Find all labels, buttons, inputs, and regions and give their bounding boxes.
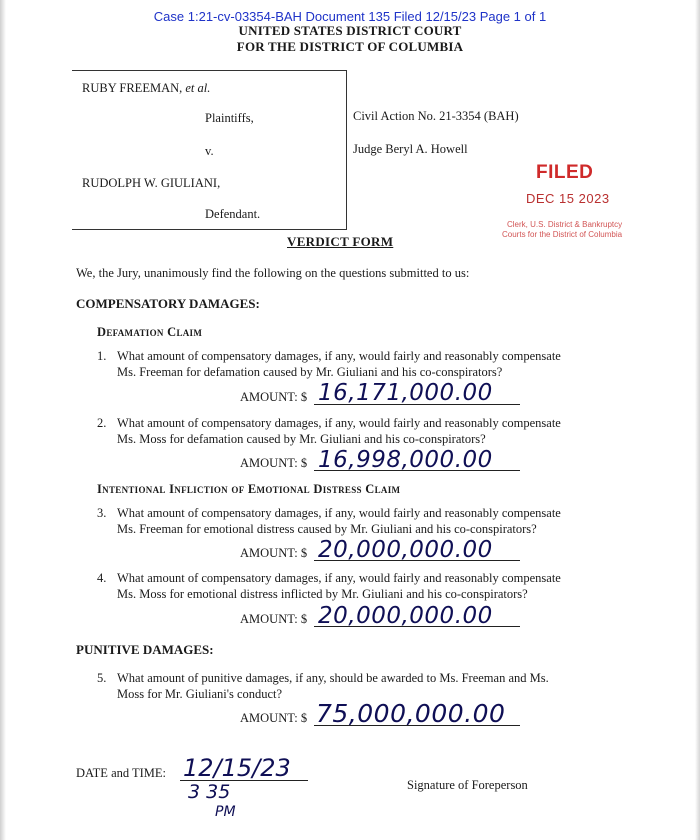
amount-label-5: AMOUNT: $: [240, 711, 308, 725]
question-3-line-1: What amount of compensatory damages, if any, would fairly and reasonably compensate: [117, 506, 561, 520]
defendant-label: Defendant.: [205, 207, 261, 221]
plaintiff-name: [82, 81, 210, 96]
form-title: VERDICT FORM: [287, 234, 394, 249]
question-4-number: 4.: [97, 571, 107, 585]
defendant-name: RUDOLPH W. GIULIANI,: [82, 176, 221, 190]
question-1-number: 1.: [97, 349, 107, 363]
court-name: UNITED STATES DISTRICT COURT: [238, 23, 462, 38]
signature-label: Signature of Foreperson: [407, 778, 528, 792]
question-2-number: 2.: [97, 416, 107, 430]
question-3-number: 3.: [97, 506, 107, 520]
defamation-heading: Defamation Claim: [97, 325, 203, 339]
question-4-line-1: What amount of compensatory damages, if any, would fairly and reasonably compensate: [117, 571, 561, 585]
jury-intro: We, the Jury, unanimously find the following on the questions submitted to us:: [76, 266, 470, 280]
filed-stamp-title: FILED: [536, 162, 594, 183]
time-handwritten: 3 35: [188, 781, 231, 803]
question-2-line-2: Ms. Moss for defamation caused by Mr. Giuliani and his co-conspirators?: [117, 432, 486, 446]
plaintiff-name-text: RUBY FREEMAN,: [82, 81, 183, 95]
filed-stamp-clerk-2: Courts for the District of Columbia: [502, 230, 623, 239]
filed-stamp-clerk-1: Clerk, U.S. District & Bankruptcy: [507, 220, 623, 229]
scan-edge-right: [695, 0, 700, 840]
compensatory-heading: COMPENSATORY DAMAGES:: [76, 296, 260, 311]
amount-label-3: AMOUNT: $: [240, 546, 308, 560]
amount-label-4: AMOUNT: $: [240, 612, 308, 626]
amount-value-2: 16,998,000.00: [318, 447, 493, 473]
time-handwritten-pm: PM: [215, 804, 236, 820]
amount-value-5: 75,000,000.00: [316, 699, 506, 728]
amount-label-2: AMOUNT: $: [240, 456, 308, 470]
judge-name: Judge Beryl A. Howell: [353, 142, 468, 156]
question-3-line-2: Ms. Freeman for emotional distress caused by Mr. Giuliani and his co-conspirators?: [117, 522, 537, 536]
question-5-line-1: What amount of punitive damages, if any, should be awarded to Ms. Freeman and Ms.: [117, 671, 549, 685]
plaintiffs-label: Plaintiffs,: [205, 111, 254, 125]
question-2-line-1: What amount of compensatory damages, if any, would fairly and reasonably compensate: [117, 416, 561, 430]
filed-stamp-date: DEC 15 2023: [526, 191, 610, 206]
amount-value-1: 16,171,000.00: [318, 380, 493, 406]
case-stamp: Case 1:21-cv-03354-BAH Document 135 Filed 12/15/23 Page 1 of 1: [153, 9, 547, 24]
question-5-line-2: Moss for Mr. Giuliani's conduct?: [117, 687, 283, 701]
plaintiff-etal: et al.: [185, 81, 211, 95]
punitive-heading: PUNITIVE DAMAGES:: [76, 642, 214, 657]
question-5-number: 5.: [97, 671, 107, 685]
amount-label-1: AMOUNT: $: [240, 390, 308, 404]
versus-label: v.: [205, 144, 214, 158]
date-time-label: DATE and TIME:: [76, 766, 167, 780]
scan-edge-left: [0, 0, 6, 840]
question-4-line-2: Ms. Moss for emotional distress inflicted by Mr. Giuliani and his co-conspirators?: [117, 587, 528, 601]
amount-value-3: 20,000,000.00: [318, 537, 493, 563]
question-1-line-2: Ms. Freeman for defamation caused by Mr. Giuliani and his co-conspirators?: [117, 365, 503, 379]
court-district: FOR THE DISTRICT OF COLUMBIA: [236, 39, 464, 54]
civil-action-number: Civil Action No. 21-3354 (BAH): [353, 109, 519, 123]
amount-value-4: 20,000,000.00: [318, 603, 493, 629]
question-1-line-1: What amount of compensatory damages, if any, would fairly and reasonably compensate: [117, 349, 561, 363]
iied-heading: Intentional Infliction of Emotional Distress Claim: [97, 482, 401, 496]
date-handwritten: 12/15/23: [183, 754, 291, 782]
